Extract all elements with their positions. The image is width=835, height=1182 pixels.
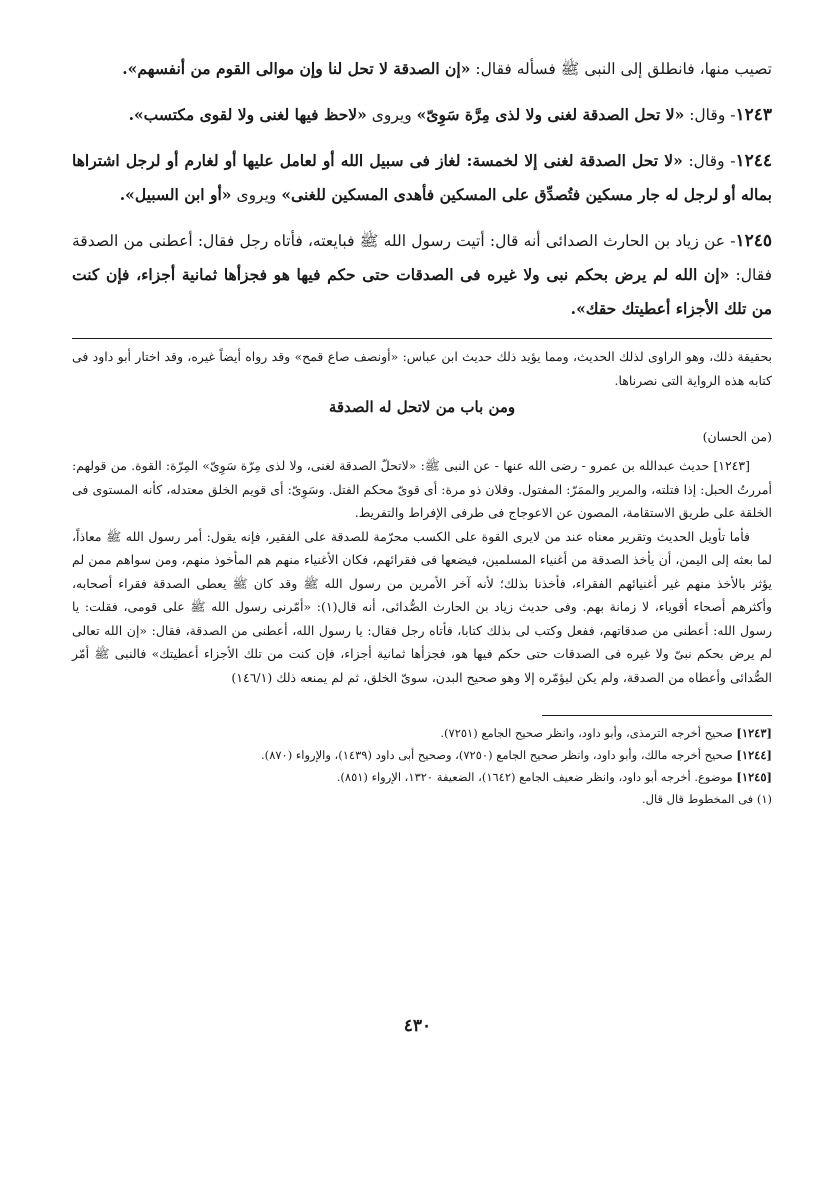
page-body: [72, 52, 772, 810]
hadith-number: ١٢٤٤: [735, 151, 772, 171]
hadith-text-segment: - وقال:: [688, 152, 736, 170]
footnote-number: [١٢٤٤]: [736, 748, 772, 762]
section-divider: [72, 338, 772, 339]
chapter-heading: ومن باب من لاتحل له الصدقة: [328, 398, 516, 416]
hadith-text: [72, 52, 772, 326]
footnote: [72, 744, 772, 766]
hadith-quote: «لا تحل الصدقة لغنى ولا لذى مِرَّة سَوِىّ»: [416, 105, 685, 124]
section-subheading: (من الحسان): [702, 429, 772, 444]
hadith-text-segment: ويروى: [371, 106, 412, 124]
hadith-number: ١٢٤٥: [735, 231, 772, 251]
footnote-text: (١) فى المخطوط قال قال.: [641, 792, 772, 806]
commentary-paragraph: بحقيقة ذلك، وهو الراوى لذلك الحديث، ومما يؤيد ذلك حديث ابن عباس: «أونصف صاع قمح» وقد رواه أيضاً غيره، وقد اختار أبو داود فى كتابه هذه الرواية التى نصرناها.: [72, 349, 772, 388]
hadith-text-segment: تصيب منها، فانطلق إلى النبى ﷺ فسأله فقال:: [475, 60, 772, 78]
hadith-quote: «أو ابن السبيل».: [119, 185, 232, 204]
hadith-paragraph: [72, 52, 772, 86]
hadith-quote: «لاحظ فيها لغنى ولا لقوى مكتسب».: [128, 105, 367, 124]
hadith-paragraph: [72, 98, 772, 132]
hadith-quote: «لا تحل الصدقة لغنى إلا لخمسة: لغاز فى سبيل الله أو لعامل عليها أو لغارم أو لرجل اشتراها بماله أو لرجل له جار مسكين فتُصدِّق على المسكين فأهدى المسكين للغنى»: [72, 151, 772, 204]
hadith-number: ١٢٤٣: [735, 105, 772, 125]
footnote-divider: [542, 715, 772, 716]
hadith-paragraph: [72, 144, 772, 212]
footnote-number: [١٢٤٥]: [736, 770, 772, 784]
footnote-text: صحيح أخرجه الترمذى، وأبو داود، وانظر صحيح الجامع (٧٢٥١).: [440, 726, 733, 740]
commentary: [72, 345, 772, 689]
hadith-text-segment: - وقال:: [689, 106, 736, 124]
commentary-paragraph: فأما تأويل الحديث وتقرير معناه عند من لايرى القوة على الكسب محرّمة للصدقة على الفقير، فإنه يقول: أمر رسول الله ﷺ معاذاً، لما بعثه إلى اليمن، أن يأخذ الصدقة من أغنياء المسلمين، فيضعها فى فقرائهم، فكان الأغنياء منهم هم المأخوذ منهم، ومن سواهم ممن لم يؤثر بالأخذ منهم غير أغنيائهم الفقراء، فأخذنا بذلك؛ لأنه آخر الأمرين من رسول الله ﷺ وقد كان ﷺ يعطى الصدقة فقراء أصحابه، وأكثرهم أصحاء أقوياء، لا زمانة بهم. وفى حديث زياد بن الحارث الصُّدائى، أنه قال(١): «أمّرنى رسول الله ﷺ على قومى، فقلت: يا رسول الله: أعطنى من صدقاتهم، ففعل وكتب لى بذلك كتابا، فأتاه رجل فقال: يا رسول الله، أعطنى من الصدقة، فقال: «إن الله تعالى لم يرض بحكم نبىّ ولا غيره فى الصدقات حتى حكم فيها هو، فجزأها ثمانية أجزاء، فإن كنت من تلك الأجزاء أعطيتك» فالنبى ﷺ أمّر الصُّدائى وأعطاه من الصدقة، ولم يكن ليؤمّره إلا وهو صحيح البدن، سوىّ الخلق، ثم لم يمنعه ذلك (١٤٦/١): [72, 528, 772, 685]
footnote: [72, 722, 772, 744]
page-number: ٤٣٠: [403, 1016, 432, 1036]
footnote-text: موضوع. أخرجه أبو داود، وانظر ضعيف الجامع (١٦٤٢)، الضعيفة ١٣٢٠، الإرواء (٨٥١).: [336, 770, 733, 784]
footnote: [72, 766, 772, 788]
hadith-quote: «إن الله لم يرض بحكم نبى ولا غيره فى الصدقات حتى حكم فيها هو فجزأها ثمانية أجزاء، فإن كنت من تلك الأجزاء أعطيتك حقك».: [72, 265, 772, 318]
hadith-paragraph: [72, 224, 772, 326]
footnote: [72, 788, 772, 810]
hadith-quote: «إن الصدقة لا تحل لنا وإن موالى القوم من أنفسهم».: [122, 59, 471, 78]
commentary-paragraph: [١٢٤٣] حديث عبدالله بن عمرو - رضى الله عنها - عن النبى ﷺ: «لاتحلّ الصدقة لغنى، ولا لذى مِرّة سَوِىّ» المِرّة: القوة. من قولهم: أمررتُ الحبل: إذا فتلته، والمرير والممَرّ: المفتول. وفلان ذو مرة: أى قوىّ محكم الفتل. وسَوِىّ: أى قويم الخلق معتدله، كأنه المستوى فى الخلقة على طريق الاستقامة، المصون عن الاعوجاج فى طرفى الإفراط والتفريط.: [72, 458, 772, 520]
footnote-text: صحيح أخرجه مالك، وأبو داود، وانظر صحيح الجامع (٧٢٥٠)، وصحيح أبى داود (١٤٣٩)، والإرواء (٨٧٠).: [261, 748, 733, 762]
hadith-text-segment: ويروى: [236, 186, 277, 204]
footnotes: [72, 722, 772, 810]
hadith-text-segment: - عن زياد بن الحارث الصدائى أنه قال: أتيت رسول الله ﷺ فبايعته، فأتاه رجل فقال: أعطنى من الصدقة فقال:: [72, 232, 772, 284]
footnote-number: [١٢٤٣]: [736, 726, 772, 740]
